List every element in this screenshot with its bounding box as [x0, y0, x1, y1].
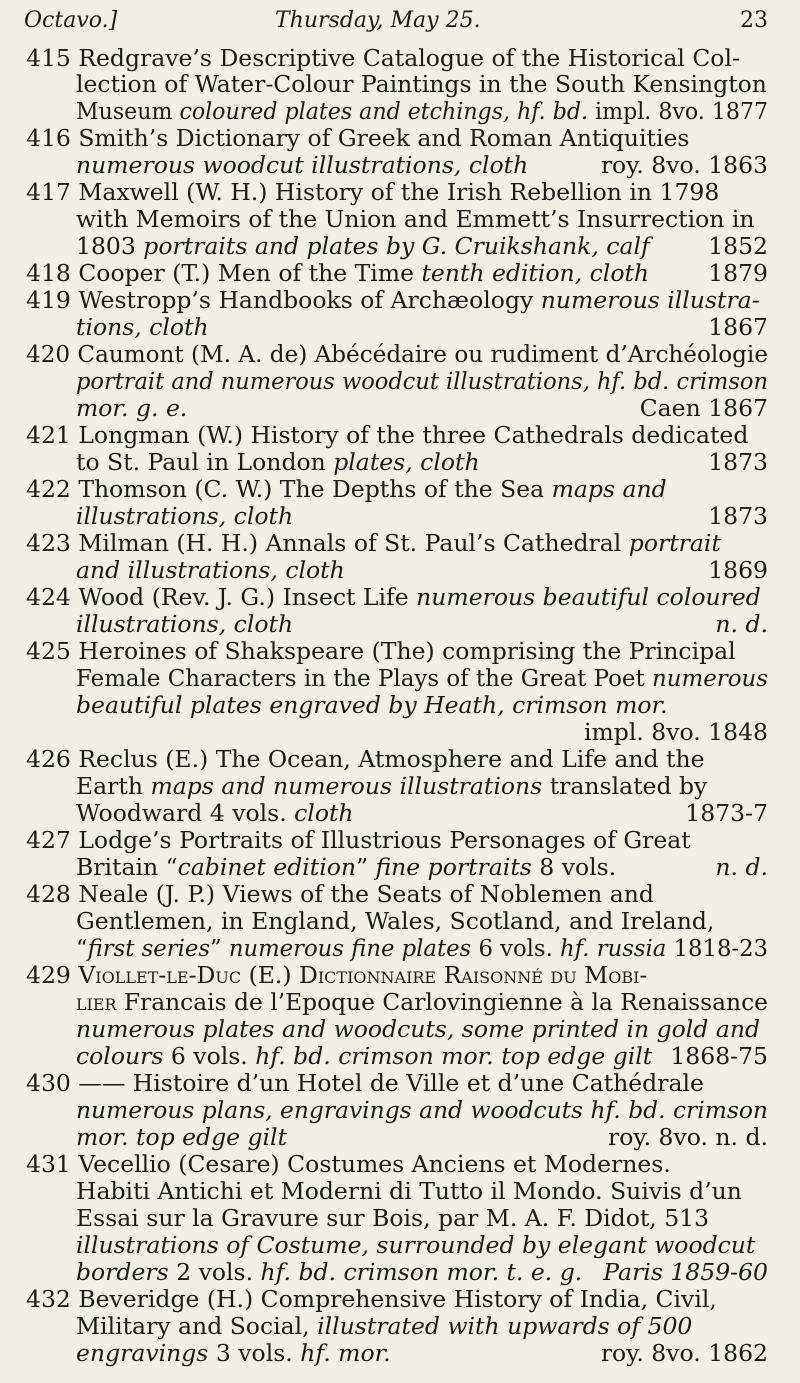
line-text	[26, 529, 721, 557]
text-run: mor. g. e.	[76, 394, 188, 422]
line-text	[76, 448, 480, 476]
text-run: 1803	[76, 232, 144, 260]
line-text	[26, 1069, 704, 1097]
text-run: 3 vols.	[208, 1339, 301, 1367]
text-run: impl. 8vo. 1877	[588, 97, 769, 125]
text-run: Woodward 4 vols.	[76, 799, 295, 827]
text-run: 423 Milman (H. H.) Annals of St. Paul’s Cathedral	[26, 529, 629, 557]
text-run: coloured plates and etchings, hf. bd.	[179, 97, 589, 125]
text-run: 424 Wood (Rev. J. G.) Insect Life	[26, 583, 417, 611]
text-run: ”	[210, 934, 229, 962]
line-text	[76, 772, 707, 800]
line-text	[26, 340, 768, 368]
line-text	[76, 1204, 709, 1232]
text-run: 432 Beveridge (H.) Comprehensive History of India, Civil,	[26, 1285, 717, 1313]
text-run: portrait and numerous woodcut illustrations, hf. bd. crimson	[76, 367, 768, 395]
line-imprint: roy. 8vo. n. d.	[608, 1123, 768, 1151]
text-run: 418 Cooper (T.) Men of the Time	[26, 259, 422, 287]
text-run: hf. russia	[560, 934, 667, 962]
text-run: illustrations, cloth	[76, 610, 294, 638]
text-run: numerous fine plates	[228, 934, 472, 962]
text-run: mor. top edge gilt	[76, 1123, 288, 1151]
line-text	[76, 1231, 755, 1259]
text-run: numerous illustra-	[540, 286, 760, 314]
text-run: 421 Longman (W.) History of the three Cathedrals dedicated	[26, 421, 749, 449]
line-imprint: 1879	[708, 259, 768, 287]
text-run: Earth	[76, 772, 151, 800]
line-text	[76, 394, 187, 422]
line-text	[26, 421, 748, 449]
text-run: maps and	[551, 475, 667, 503]
line-text	[76, 151, 528, 179]
text-run: numerous	[651, 664, 769, 692]
text-run: hf. mor.	[300, 1339, 391, 1367]
line-text	[26, 178, 719, 206]
line-text	[26, 880, 654, 908]
text-run: translated by	[542, 772, 708, 800]
text-run: 415 Redgrave’s Descriptive Catalogue of the Historical Col-	[26, 44, 740, 72]
line-text	[26, 826, 691, 854]
text-run: Britain “	[76, 853, 178, 881]
text-run: Habiti Antichi et Moderni di Tutto il Mondo. Suivis d’un	[76, 1177, 742, 1205]
text-run: 417 Maxwell (W. H.) History of the Irish Rebellion in 1798	[26, 178, 720, 206]
text-run: 430 —— Histoire d’un Hotel de Ville et d’une Cathédrale	[26, 1069, 704, 1097]
line-text	[76, 1123, 287, 1151]
line-text	[76, 988, 768, 1016]
line-text	[76, 691, 668, 719]
text-run: numerous beautiful coloured	[416, 583, 761, 611]
text-run: 426 Reclus (E.) The Ocean, Atmosphere and Life and the	[26, 745, 705, 773]
text-run: 1818-23	[666, 934, 768, 962]
line-imprint: roy. 8vo. 1862	[600, 1339, 768, 1367]
page-header	[0, 0, 800, 40]
line-text	[76, 1177, 742, 1205]
text-run: 428 Neale (J. P.) Views of the Seats of Noblemen and	[26, 880, 654, 908]
text-run: illustrated with upwards of 500	[317, 1312, 693, 1340]
line-text	[76, 556, 345, 584]
line-text	[26, 745, 705, 773]
text-run: 420 Caumont (M. A. de) Abécédaire ou rudiment d’Archéologie	[26, 340, 768, 368]
text-run: (E.)	[241, 961, 299, 989]
text-run: colours	[76, 1042, 164, 1070]
text-run: Essai sur la Gravure sur Bois, par M. A. F. Didot, 513	[76, 1204, 710, 1232]
line-text	[26, 259, 649, 287]
text-run: beautiful plates engraved by Heath, crimson mor.	[76, 691, 668, 719]
line-imprint: n. d.	[715, 853, 768, 881]
line-imprint: Caen 1867	[639, 394, 768, 422]
line-imprint: 1873	[708, 448, 768, 476]
line-text	[76, 664, 768, 692]
text-run: Female Characters in the Plays of the Great Poet	[76, 664, 652, 692]
text-run: maps and numerous illustrations	[150, 772, 543, 800]
text-run: 425 Heroines of Shakspeare (The) comprising the Principal	[26, 637, 736, 665]
line-text	[76, 367, 768, 395]
text-run: engravings	[76, 1339, 209, 1367]
line-text	[26, 44, 740, 72]
text-run: numerous woodcut illustrations, cloth	[76, 151, 529, 179]
line-imprint: roy. 8vo. 1863	[600, 151, 768, 179]
text-run: cabinet edition	[177, 853, 357, 881]
text-run: 422 Thomson (C. W.) The Depths of the Sea	[26, 475, 552, 503]
text-run: “	[76, 934, 88, 962]
section-label: Octavo.]	[24, 8, 118, 33]
text-run: Museum	[76, 97, 180, 125]
line-text	[76, 1096, 768, 1124]
line-text	[76, 97, 768, 125]
line-text	[26, 637, 736, 665]
text-run: Francais de l’Epoque Carlovingienne à la Renaissance	[116, 988, 768, 1016]
text-run: 6 vols.	[471, 934, 561, 962]
line-text	[76, 70, 767, 98]
text-run: tions, cloth	[76, 313, 209, 341]
text-run: numerous plates and woodcuts, some printed in gold and	[76, 1015, 761, 1043]
text-run: portraits and plates by G. Cruikshank, calf	[143, 232, 650, 260]
line-text	[26, 286, 760, 314]
line-text	[76, 313, 209, 341]
text-run: cloth	[294, 799, 354, 827]
text-run: 429	[26, 961, 79, 989]
sale-date: Thursday, May 25.	[275, 8, 481, 33]
line-imprint: 1868-75	[670, 1042, 768, 1070]
line-text	[26, 475, 667, 503]
line-imprint: impl. 8vo. 1848	[583, 718, 768, 746]
line-text	[76, 502, 293, 530]
line-text	[76, 1042, 652, 1070]
text-run: borders	[76, 1258, 169, 1286]
text-run: with Memoirs of the Union and Emmett’s Insurrection in	[76, 205, 755, 233]
text-run: 419 Westropp’s Handbooks of Archæology	[26, 286, 541, 314]
text-run: illustrations, cloth	[76, 502, 294, 530]
line-text	[76, 1015, 760, 1043]
text-run: hf. bd. crimson mor. t. e. g.	[260, 1258, 583, 1286]
text-run: 2 vols.	[168, 1258, 261, 1286]
text-run: tenth edition, cloth	[421, 259, 650, 287]
page-number: 23	[740, 8, 768, 33]
text-run: 6 vols.	[163, 1042, 256, 1070]
text-run: lection of Water-Colour Paintings in the South Kensington	[76, 70, 767, 98]
text-run: first series	[87, 934, 211, 962]
text-run: to St. Paul in London	[76, 448, 334, 476]
text-run: hf. bd. crimson mor. top edge gilt	[255, 1042, 653, 1070]
line-text	[76, 1339, 391, 1367]
text-run: numerous plans, engravings and woodcuts hf. bd. crimson	[76, 1096, 768, 1124]
text-run: lier	[76, 988, 117, 1016]
line-text	[26, 961, 647, 989]
line-imprint: Paris 1859-60	[603, 1258, 768, 1286]
text-run: 416 Smith’s Dictionary of Greek and Roman Antiquities	[26, 124, 690, 152]
text-run: ”	[356, 853, 376, 881]
line-text	[26, 124, 690, 152]
line-text	[26, 583, 761, 611]
text-run: portrait	[628, 529, 721, 557]
line-text	[76, 799, 354, 827]
text-run: Viollet-le-Duc	[78, 961, 242, 989]
text-run: Gentlemen, in England, Wales, Scotland, and Ireland,	[76, 907, 715, 935]
text-run: plates, cloth	[333, 448, 480, 476]
text-run: 431 Vecellio (Cesare) Costumes Anciens et Modernes.	[26, 1150, 671, 1178]
line-text	[76, 232, 650, 260]
line-text	[26, 1285, 717, 1313]
text-run: 8 vols.	[531, 853, 617, 881]
text-run: Military and Social,	[76, 1312, 318, 1340]
line-imprint: 1869	[708, 556, 768, 584]
line-text	[76, 205, 755, 233]
text-run: fine portraits	[375, 853, 532, 881]
line-imprint: n. d.	[715, 610, 768, 638]
line-text	[76, 1312, 692, 1340]
line-text	[76, 610, 293, 638]
text-run: Dictionnaire Raisonné du Mobi-	[299, 961, 648, 989]
line-text	[76, 853, 616, 881]
text-run: illustrations of Costume, surrounded by elegant woodcut	[76, 1231, 756, 1259]
line-text	[26, 1150, 671, 1178]
text-run: 427 Lodge’s Portraits of Illustrious Personages of Great	[26, 826, 691, 854]
line-imprint: 1852	[708, 232, 768, 260]
line-text	[76, 934, 768, 962]
line-text	[76, 907, 714, 935]
line-imprint: 1873	[708, 502, 768, 530]
line-imprint: 1873-7	[685, 799, 768, 827]
line-text	[76, 1258, 582, 1286]
line-imprint: 1867	[708, 313, 768, 341]
text-run: and illustrations, cloth	[76, 556, 345, 584]
